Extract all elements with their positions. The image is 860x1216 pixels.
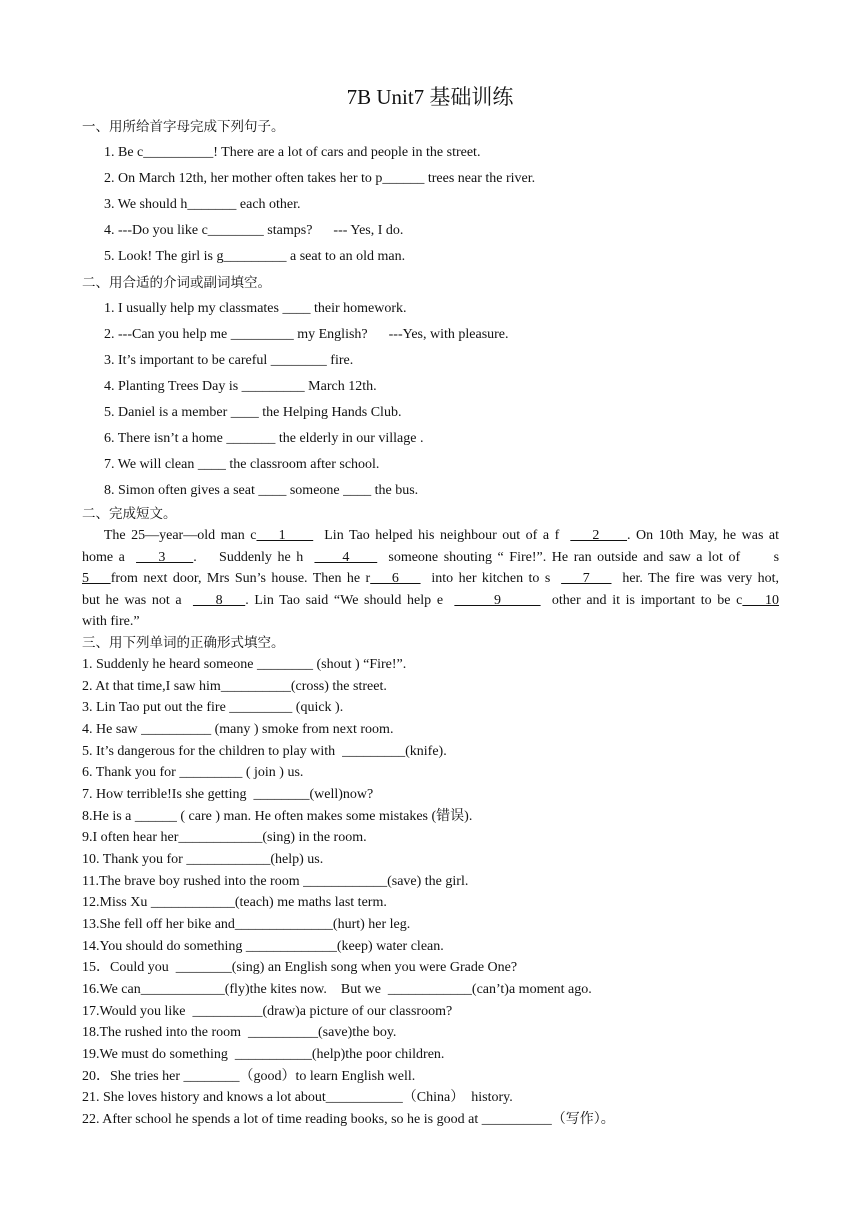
section-3-item: 22. After school he spends a lot of time reading books, so he is good at __________（写作）。 xyxy=(82,1112,615,1127)
section-2-item: 1. I usually help my classmates ____ their homework. xyxy=(104,301,407,316)
passage-line xyxy=(82,527,779,545)
passage-text: . On 10th May, he was at xyxy=(627,528,780,543)
section-2-item: 5. Daniel is a member ____ the Helping Hands Club. xyxy=(104,405,402,420)
passage-blank: 8 xyxy=(192,593,246,608)
passage-text: but he was not a xyxy=(82,593,193,608)
passage-line: with fire.” xyxy=(82,614,140,629)
passage-blank: 4 xyxy=(314,550,378,565)
section-3-item: 16.We can____________(fly)the kites now. But we ____________(can’t)a moment ago. xyxy=(82,982,592,997)
section-1-item: 2. On March 12th, her mother often takes her to p______ trees near the river. xyxy=(104,171,536,186)
passage-blank: 6 xyxy=(370,571,421,586)
section-2-item: 8. Simon often gives a seat ____ someone ____ the bus. xyxy=(104,483,419,498)
passage-text: The 25—year—old man c xyxy=(82,528,257,543)
passage-blank: 9 xyxy=(454,593,541,608)
passage-blank: 7 xyxy=(561,571,612,586)
passage-text: Lin Tao helped his neighbour out of a f xyxy=(313,528,571,543)
passage-line xyxy=(82,592,779,610)
section-3-item: 12.Miss Xu ____________(teach) me maths last term. xyxy=(82,895,387,910)
section-3-item: 8.He is a ______ ( care ) man. He often makes some mistakes (错误). xyxy=(82,809,473,824)
passage-line xyxy=(82,570,779,588)
section-3-item: 14.You should do something _____________(keep) water clean. xyxy=(82,939,444,954)
passage-text: someone shouting “ Fire!”. He ran outside and saw a lot of s xyxy=(377,550,780,565)
passage-text: her. The fire was very hot, xyxy=(611,571,780,586)
section-2-item: 7. We will clean ____ the classroom after school. xyxy=(104,457,380,472)
section-1-item: 3. We should h_______ each other. xyxy=(104,197,301,212)
passage-text: from next door, Mrs Sun’s house. Then he r xyxy=(110,571,371,586)
section-3-item: 9.I often hear her____________(sing) in the room. xyxy=(82,830,367,845)
section-2-item: 4. Planting Trees Day is _________ March 12th. xyxy=(104,379,377,394)
section-1-item: 5. Look! The girl is g_________ a seat to an old man. xyxy=(104,249,406,264)
passage-line xyxy=(82,549,779,567)
section-1-heading: 一、用所给首字母完成下列句子。 xyxy=(82,119,285,135)
section-3-item: 5. It’s dangerous for the children to play with _________(knife). xyxy=(82,744,447,759)
section-1-item: 4. ---Do you like c________ stamps? --- Yes, I do. xyxy=(104,223,404,238)
section-3-item: 3. Lin Tao put out the fire _________ (quick ). xyxy=(82,700,344,715)
passage-text: . Suddenly he h xyxy=(193,550,315,565)
section-3-item: 2. At that time,I saw him__________(cross) the street. xyxy=(82,679,387,694)
passage-text: home a xyxy=(82,550,137,565)
section-3-item: 4. He saw __________ (many ) smoke from next room. xyxy=(82,722,394,737)
section-3-item: 13.She fell off her bike and______________(hurt) her leg. xyxy=(82,917,411,932)
section-3-item: 20．She tries her ________（good）to learn English well. xyxy=(82,1069,416,1084)
section-1-item: 1. Be c__________! There are a lot of cars and people in the street. xyxy=(104,145,481,160)
section-3-item: 15．Could you ________(sing) an English song when you were Grade One? xyxy=(82,960,518,975)
section-3-item: 21. She loves history and knows a lot about___________（China） history. xyxy=(82,1090,513,1105)
page-title: 7B Unit7 基础训练 xyxy=(346,85,514,109)
section-2-item: 3. It’s important to be careful ________ fire. xyxy=(104,353,354,368)
section-3-item: 17.Would you like __________(draw)a picture of our classroom? xyxy=(82,1004,453,1019)
section-3-item: 1. Suddenly he heard someone ________ (shout ) “Fire!”. xyxy=(82,657,407,672)
passage-text: into her kitchen to s xyxy=(420,571,562,586)
section-3-heading: 三、用下列单词的正确形式填空。 xyxy=(82,635,285,651)
section-3-item: 18.The rushed into the room __________(save)the boy. xyxy=(82,1025,397,1040)
passage-text: other and it is important to be c xyxy=(540,593,743,608)
passage-heading: 二、完成短文。 xyxy=(82,506,177,522)
section-3-item: 6. Thank you for _________ ( join ) us. xyxy=(82,765,304,780)
section-3-item: 19.We must do something ___________(help)the poor children. xyxy=(82,1047,445,1062)
section-3-item: 11.The brave boy rushed into the room ____________(save) the girl. xyxy=(82,874,469,889)
section-2-heading: 二、用合适的介词或副词填空。 xyxy=(82,275,271,291)
passage-text: . Lin Tao said “We should help e xyxy=(245,593,455,608)
section-3-item: 7. How terrible!Is she getting ________(well)now? xyxy=(82,787,374,802)
section-3-item: 10. Thank you for ____________(help) us. xyxy=(82,852,324,867)
section-2-item: 6. There isn’t a home _______ the elderly in our village . xyxy=(104,431,424,446)
passage-blank: 2 xyxy=(570,528,628,543)
passage-blank: 10 xyxy=(742,593,780,608)
section-2-item: 2. ---Can you help me _________ my English? ---Yes, with pleasure. xyxy=(104,327,509,342)
passage-blank: 1 xyxy=(256,528,314,543)
passage-blank: 5 xyxy=(82,571,111,586)
passage-blank: 3 xyxy=(136,550,194,565)
